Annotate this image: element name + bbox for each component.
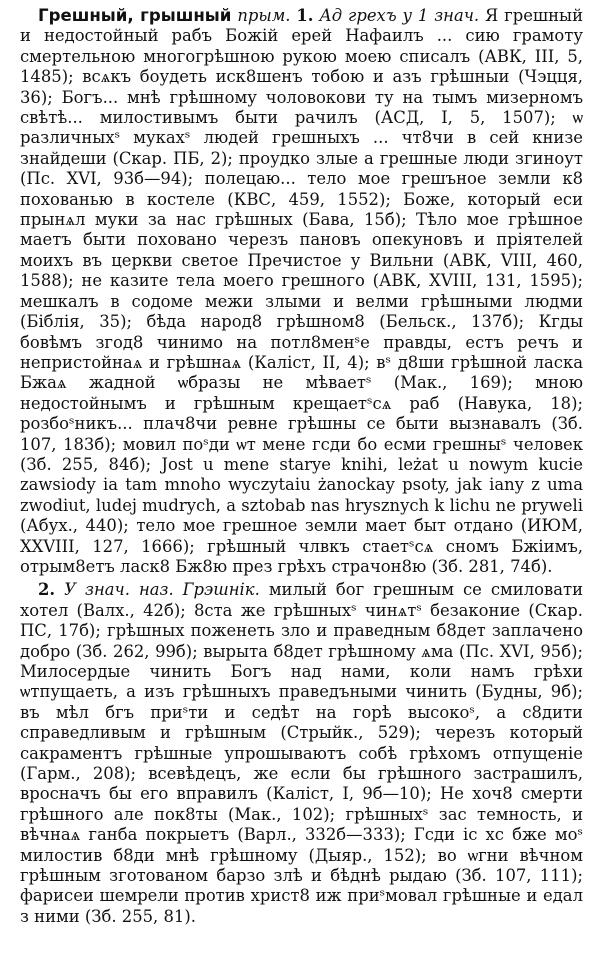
sense-label-2: У знач. наз. Грэшнiк.	[64, 580, 260, 600]
entry-paragraph-sense-1	[20, 6, 583, 577]
headword: Грешный, грышный	[38, 6, 232, 25]
entry-paragraph-sense-2	[20, 580, 583, 927]
part-of-speech: прым.	[237, 6, 291, 25]
sense-number-2: 2.	[38, 580, 56, 600]
sense-label-1: Ад грехъ у 1 знач.	[319, 6, 480, 25]
sense-text-1: Я грешный и недостойный рабъ Божiй ерей Нафаилъ ... сию грамоту смертельною многогрѣшною рукою моею списалъ (АВК, III, 5, 1485); всѧкъ боудеть иск8шенъ тобою и азъ грѣшныи (Чэцця, 36); Богъ... мнѣ грѣшному чоловокови ту на тымъ мизерномъ свѣтѣ... милостивымъ быти рачилъ (АСД, I, 5, 1507); ѡ различныхˢ мукахˢ людей грешныхъ ... чт8чи в сей книзе знайдеши (Скар. ПБ, 2); проудко злые а грешные люди згиноут (Пс. XVI, 93б—94); полецаю... тело мое грешъное земли к8 похованью в костеле (КВС, 459, 1552); Боже, который еси прынѧл муки за нас грѣшных (Бава, 15б); Тѣло мое грѣшное маетъ быти поховано черезъ пановъ опекуновъ и прiятелей моихъ въ церкви светое Пречистое у Вильни (АВК, VIII, 460, 1588); не казите тела моего грешного (АВК, XVIII, 131, 1595); мешкалъ в содоме межи злыми и велми грѣшными людми (Бiблiя, 35); бѣда народ8 грѣшном8 (Бельск., 137б); Кгды бовѣмъ згод8 чинимо на потл8менˢе правды, естъ речъ и непристойнаѧ и грѣшнаѧ (Калiст, II, 4); вˢ д8ши грѣшной ласка Бжаѧ жадной ѡбразы не мѣваетˢ (Мак., 169); мною недостойнымъ и грѣшным крещаетˢсѧ раб (Навука, 18); розбоˢникъ... плач8чи ревне грѣшны се быти вызнавалъ (Зб. 107, 183б); мовил поˢди ѡт мене гсди бо есми грешныˢ человек (Зб. 255, 84б); Jost u mene starye knihi, leżat u nowym kucie zawsiody ia tam mnoho wyczytaiu żanockay psoty, jak iany z uma zwodiut, ludej mudrych, a sztobab nas hrysznych k lichu ne pryweli (Абух., 440); тело мое грешное земли мает быт отдано (ИЮМ, XXVIII, 127, 1666); грѣшный члвкъ стаетˢсѧ сномъ Бжiимъ, отрым8етъ ласк8 Бж8ю през грѣхъ страчон8ю (Зб. 281, 74б).	[20, 6, 583, 576]
sense-text-2: милый бог грешным се смиловати хотел (Валх., 42б); 8ста же грѣшныхˢ чинѧтˢ безаконие (Скар. ПС, 17б); грѣшных поженеть зло и праведным б8дет заплачено добро (Зб. 262, 99б); вырыта б8дет грѣшному ѧма (Пс. XVI, 95б); Милосердые чинить Богъ над нами, коли намъ грѣхи ѡтпущаеть, а изъ грѣшныхъ праведъными чинить (Будны, 9б); въ мѣл бгъ приˢти и седѣт на горѣ высокоˢ, а с8дити справедливым и грѣшным (Стрыйк., 529); черезъ который сакраментъ грѣшные упрошываютъ собѣ грѣхомъ отпущенiе (Гарм., 208); всевѣдецъ, же если бы грѣшного застрашилъ, вросначъ бы его вправилъ (Калiст, I, 9б—10); Не хоч8 смерти грѣшного але пок8ты (Мак., 102); грѣшныхˢ зас темность, и вѣчнаѧ ганба покрыетъ (Варл., 332б—333); Гсди iс хс бже моˢ милостив б8ди мнѣ грѣшному (Дыяр., 152); во ѡгни вѣчном грѣшным зготованом барзо злѣ и бѣднѣ рыдаю (Зб. 107, 111); фарисеи шемрели против христ8 иж приˢмовал грѣшные и едал з ними (Зб. 255, 81).	[20, 580, 583, 926]
sense-number-1: 1.	[296, 6, 314, 25]
dictionary-page	[20, 6, 583, 950]
